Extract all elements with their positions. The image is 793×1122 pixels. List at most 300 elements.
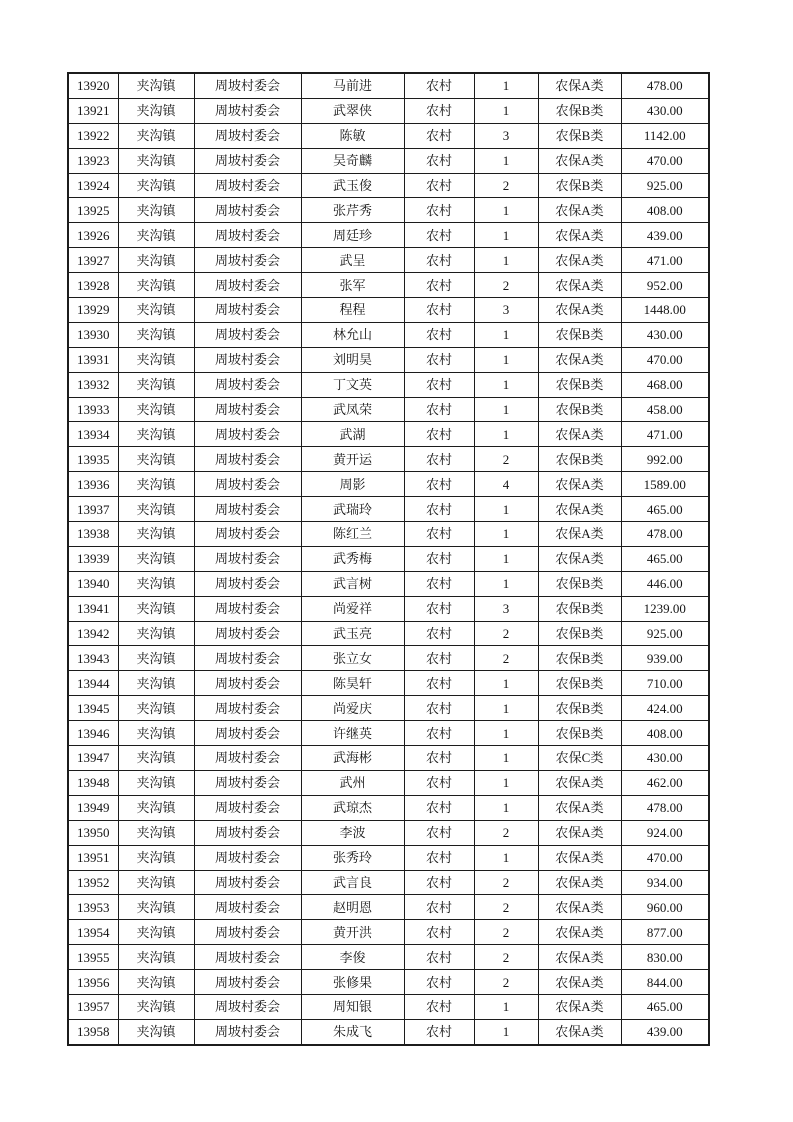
cell-village-committee: 周坡村委会 <box>194 770 301 795</box>
table-row <box>68 98 709 123</box>
cell-village-committee: 周坡村委会 <box>194 248 301 273</box>
cell-residence-category: 农村 <box>404 223 474 248</box>
cell-town: 夹沟镇 <box>118 173 194 198</box>
cell-person-name: 武琼杰 <box>301 795 404 820</box>
cell-town: 夹沟镇 <box>118 994 194 1019</box>
cell-serial-number: 13922 <box>68 123 118 148</box>
cell-headcount: 1 <box>474 522 538 547</box>
cell-insurance-type: 农保A类 <box>538 820 621 845</box>
cell-amount: 446.00 <box>621 571 709 596</box>
cell-village-committee: 周坡村委会 <box>194 322 301 347</box>
cell-headcount: 1 <box>474 148 538 173</box>
cell-headcount: 1 <box>474 497 538 522</box>
cell-insurance-type: 农保B类 <box>538 571 621 596</box>
cell-residence-category: 农村 <box>404 746 474 771</box>
cell-town: 夹沟镇 <box>118 895 194 920</box>
cell-town: 夹沟镇 <box>118 671 194 696</box>
cell-residence-category: 农村 <box>404 994 474 1019</box>
cell-insurance-type: 农保A类 <box>538 73 621 98</box>
cell-person-name: 黄开洪 <box>301 920 404 945</box>
cell-insurance-type: 农保A类 <box>538 472 621 497</box>
cell-insurance-type: 农保B类 <box>538 447 621 472</box>
cell-headcount: 1 <box>474 223 538 248</box>
cell-amount: 1142.00 <box>621 123 709 148</box>
cell-headcount: 3 <box>474 596 538 621</box>
cell-insurance-type: 农保B类 <box>538 98 621 123</box>
cell-person-name: 朱成飞 <box>301 1019 404 1044</box>
cell-town: 夹沟镇 <box>118 920 194 945</box>
table-row <box>68 148 709 173</box>
cell-insurance-type: 农保B类 <box>538 696 621 721</box>
cell-residence-category: 农村 <box>404 273 474 298</box>
cell-headcount: 2 <box>474 820 538 845</box>
cell-residence-category: 农村 <box>404 671 474 696</box>
table-row <box>68 646 709 671</box>
cell-residence-category: 农村 <box>404 472 474 497</box>
table-row <box>68 522 709 547</box>
cell-person-name: 武州 <box>301 770 404 795</box>
cell-serial-number: 13942 <box>68 621 118 646</box>
cell-town: 夹沟镇 <box>118 746 194 771</box>
cell-serial-number: 13921 <box>68 98 118 123</box>
cell-insurance-type: 农保B类 <box>538 397 621 422</box>
cell-serial-number: 13953 <box>68 895 118 920</box>
cell-residence-category: 农村 <box>404 820 474 845</box>
cell-insurance-type: 农保A类 <box>538 870 621 895</box>
cell-village-committee: 周坡村委会 <box>194 98 301 123</box>
cell-amount: 462.00 <box>621 770 709 795</box>
roster-table <box>67 72 710 1046</box>
cell-amount: 465.00 <box>621 497 709 522</box>
cell-amount: 471.00 <box>621 248 709 273</box>
cell-insurance-type: 农保A类 <box>538 422 621 447</box>
cell-serial-number: 13941 <box>68 596 118 621</box>
cell-headcount: 2 <box>474 621 538 646</box>
cell-amount: 1589.00 <box>621 472 709 497</box>
cell-person-name: 武湖 <box>301 422 404 447</box>
cell-insurance-type: 农保A类 <box>538 198 621 223</box>
cell-town: 夹沟镇 <box>118 372 194 397</box>
table-row <box>68 870 709 895</box>
cell-headcount: 1 <box>474 98 538 123</box>
cell-insurance-type: 农保A类 <box>538 347 621 372</box>
cell-amount: 844.00 <box>621 970 709 995</box>
cell-headcount: 1 <box>474 770 538 795</box>
cell-village-committee: 周坡村委会 <box>194 198 301 223</box>
cell-residence-category: 农村 <box>404 422 474 447</box>
cell-serial-number: 13931 <box>68 347 118 372</box>
table-row <box>68 671 709 696</box>
cell-serial-number: 13946 <box>68 721 118 746</box>
cell-residence-category: 农村 <box>404 98 474 123</box>
cell-person-name: 刘明昊 <box>301 347 404 372</box>
table-row <box>68 721 709 746</box>
cell-person-name: 武玉亮 <box>301 621 404 646</box>
cell-insurance-type: 农保A类 <box>538 845 621 870</box>
cell-serial-number: 13954 <box>68 920 118 945</box>
cell-village-committee: 周坡村委会 <box>194 671 301 696</box>
cell-person-name: 李波 <box>301 820 404 845</box>
cell-residence-category: 农村 <box>404 397 474 422</box>
table-row <box>68 347 709 372</box>
cell-town: 夹沟镇 <box>118 447 194 472</box>
table-row <box>68 372 709 397</box>
cell-headcount: 2 <box>474 447 538 472</box>
cell-town: 夹沟镇 <box>118 497 194 522</box>
cell-village-committee: 周坡村委会 <box>194 721 301 746</box>
cell-serial-number: 13926 <box>68 223 118 248</box>
table-row <box>68 795 709 820</box>
table-row <box>68 994 709 1019</box>
cell-person-name: 周影 <box>301 472 404 497</box>
cell-insurance-type: 农保A类 <box>538 148 621 173</box>
cell-amount: 430.00 <box>621 322 709 347</box>
cell-headcount: 2 <box>474 273 538 298</box>
cell-serial-number: 13929 <box>68 298 118 323</box>
cell-village-committee: 周坡村委会 <box>194 895 301 920</box>
cell-person-name: 武玉俊 <box>301 173 404 198</box>
cell-village-committee: 周坡村委会 <box>194 123 301 148</box>
cell-amount: 939.00 <box>621 646 709 671</box>
table-row <box>68 298 709 323</box>
cell-person-name: 张芹秀 <box>301 198 404 223</box>
cell-village-committee: 周坡村委会 <box>194 546 301 571</box>
cell-residence-category: 农村 <box>404 795 474 820</box>
table-row <box>68 945 709 970</box>
cell-insurance-type: 农保A类 <box>538 795 621 820</box>
cell-serial-number: 13938 <box>68 522 118 547</box>
cell-serial-number: 13949 <box>68 795 118 820</box>
cell-serial-number: 13925 <box>68 198 118 223</box>
cell-town: 夹沟镇 <box>118 273 194 298</box>
cell-residence-category: 农村 <box>404 173 474 198</box>
cell-person-name: 黄开运 <box>301 447 404 472</box>
cell-town: 夹沟镇 <box>118 1019 194 1044</box>
cell-person-name: 陈红兰 <box>301 522 404 547</box>
cell-amount: 934.00 <box>621 870 709 895</box>
cell-headcount: 2 <box>474 646 538 671</box>
cell-amount: 877.00 <box>621 920 709 945</box>
cell-amount: 952.00 <box>621 273 709 298</box>
cell-insurance-type: 农保A类 <box>538 298 621 323</box>
cell-person-name: 林允山 <box>301 322 404 347</box>
cell-person-name: 吴奇麟 <box>301 148 404 173</box>
cell-serial-number: 13948 <box>68 770 118 795</box>
cell-village-committee: 周坡村委会 <box>194 820 301 845</box>
cell-person-name: 武海彬 <box>301 746 404 771</box>
cell-village-committee: 周坡村委会 <box>194 696 301 721</box>
cell-person-name: 武呈 <box>301 248 404 273</box>
cell-headcount: 1 <box>474 845 538 870</box>
cell-insurance-type: 农保A类 <box>538 248 621 273</box>
cell-headcount: 2 <box>474 870 538 895</box>
cell-residence-category: 农村 <box>404 522 474 547</box>
cell-serial-number: 13957 <box>68 994 118 1019</box>
cell-village-committee: 周坡村委会 <box>194 994 301 1019</box>
cell-town: 夹沟镇 <box>118 945 194 970</box>
cell-insurance-type: 农保A类 <box>538 994 621 1019</box>
cell-amount: 465.00 <box>621 546 709 571</box>
cell-insurance-type: 农保A类 <box>538 970 621 995</box>
table-row <box>68 546 709 571</box>
cell-person-name: 程程 <box>301 298 404 323</box>
cell-headcount: 2 <box>474 173 538 198</box>
cell-residence-category: 农村 <box>404 322 474 347</box>
cell-town: 夹沟镇 <box>118 621 194 646</box>
cell-town: 夹沟镇 <box>118 820 194 845</box>
cell-insurance-type: 农保B类 <box>538 123 621 148</box>
cell-headcount: 2 <box>474 970 538 995</box>
cell-insurance-type: 农保B类 <box>538 173 621 198</box>
cell-serial-number: 13951 <box>68 845 118 870</box>
cell-person-name: 陈敏 <box>301 123 404 148</box>
cell-residence-category: 农村 <box>404 447 474 472</box>
table-row <box>68 123 709 148</box>
cell-residence-category: 农村 <box>404 596 474 621</box>
cell-amount: 424.00 <box>621 696 709 721</box>
cell-serial-number: 13920 <box>68 73 118 98</box>
cell-amount: 470.00 <box>621 845 709 870</box>
cell-serial-number: 13933 <box>68 397 118 422</box>
cell-serial-number: 13945 <box>68 696 118 721</box>
cell-person-name: 武凤荣 <box>301 397 404 422</box>
cell-headcount: 1 <box>474 248 538 273</box>
cell-residence-category: 农村 <box>404 571 474 596</box>
table-row <box>68 223 709 248</box>
cell-town: 夹沟镇 <box>118 148 194 173</box>
cell-residence-category: 农村 <box>404 646 474 671</box>
cell-village-committee: 周坡村委会 <box>194 73 301 98</box>
cell-residence-category: 农村 <box>404 770 474 795</box>
cell-residence-category: 农村 <box>404 895 474 920</box>
table-row <box>68 198 709 223</box>
cell-person-name: 尚爱祥 <box>301 596 404 621</box>
table-body <box>68 73 709 1045</box>
cell-serial-number: 13943 <box>68 646 118 671</box>
cell-headcount: 1 <box>474 994 538 1019</box>
cell-residence-category: 农村 <box>404 546 474 571</box>
cell-town: 夹沟镇 <box>118 123 194 148</box>
cell-serial-number: 13947 <box>68 746 118 771</box>
cell-insurance-type: 农保A类 <box>538 546 621 571</box>
cell-insurance-type: 农保A类 <box>538 273 621 298</box>
cell-headcount: 1 <box>474 347 538 372</box>
cell-town: 夹沟镇 <box>118 795 194 820</box>
cell-village-committee: 周坡村委会 <box>194 970 301 995</box>
cell-person-name: 武言树 <box>301 571 404 596</box>
cell-serial-number: 13939 <box>68 546 118 571</box>
cell-village-committee: 周坡村委会 <box>194 920 301 945</box>
table-row <box>68 746 709 771</box>
cell-amount: 960.00 <box>621 895 709 920</box>
cell-serial-number: 13928 <box>68 273 118 298</box>
cell-person-name: 武秀梅 <box>301 546 404 571</box>
cell-insurance-type: 农保A类 <box>538 223 621 248</box>
cell-headcount: 2 <box>474 920 538 945</box>
cell-amount: 458.00 <box>621 397 709 422</box>
cell-serial-number: 13936 <box>68 472 118 497</box>
cell-town: 夹沟镇 <box>118 646 194 671</box>
cell-amount: 1239.00 <box>621 596 709 621</box>
cell-insurance-type: 农保A类 <box>538 522 621 547</box>
table-row <box>68 173 709 198</box>
cell-town: 夹沟镇 <box>118 223 194 248</box>
cell-serial-number: 13923 <box>68 148 118 173</box>
cell-village-committee: 周坡村委会 <box>194 173 301 198</box>
cell-serial-number: 13956 <box>68 970 118 995</box>
table-row <box>68 472 709 497</box>
cell-amount: 468.00 <box>621 372 709 397</box>
cell-person-name: 张军 <box>301 273 404 298</box>
cell-village-committee: 周坡村委会 <box>194 397 301 422</box>
cell-insurance-type: 农保B类 <box>538 621 621 646</box>
cell-serial-number: 13950 <box>68 820 118 845</box>
cell-insurance-type: 农保B类 <box>538 671 621 696</box>
cell-amount: 924.00 <box>621 820 709 845</box>
cell-town: 夹沟镇 <box>118 322 194 347</box>
cell-headcount: 1 <box>474 546 538 571</box>
cell-town: 夹沟镇 <box>118 721 194 746</box>
cell-person-name: 武翠侠 <box>301 98 404 123</box>
cell-insurance-type: 农保B类 <box>538 596 621 621</box>
cell-amount: 478.00 <box>621 73 709 98</box>
table-sheet <box>67 72 710 1046</box>
cell-amount: 925.00 <box>621 621 709 646</box>
cell-amount: 430.00 <box>621 746 709 771</box>
cell-person-name: 张秀玲 <box>301 845 404 870</box>
cell-insurance-type: 农保B类 <box>538 372 621 397</box>
cell-amount: 408.00 <box>621 721 709 746</box>
cell-town: 夹沟镇 <box>118 546 194 571</box>
cell-village-committee: 周坡村委会 <box>194 522 301 547</box>
cell-village-committee: 周坡村委会 <box>194 347 301 372</box>
cell-serial-number: 13930 <box>68 322 118 347</box>
cell-town: 夹沟镇 <box>118 298 194 323</box>
cell-headcount: 1 <box>474 746 538 771</box>
cell-insurance-type: 农保A类 <box>538 1019 621 1044</box>
cell-headcount: 1 <box>474 571 538 596</box>
cell-amount: 710.00 <box>621 671 709 696</box>
table-row <box>68 73 709 98</box>
cell-serial-number: 13952 <box>68 870 118 895</box>
cell-amount: 439.00 <box>621 1019 709 1044</box>
cell-serial-number: 13944 <box>68 671 118 696</box>
cell-headcount: 3 <box>474 123 538 148</box>
cell-village-committee: 周坡村委会 <box>194 422 301 447</box>
cell-insurance-type: 农保A类 <box>538 920 621 945</box>
cell-insurance-type: 农保A类 <box>538 497 621 522</box>
table-row <box>68 322 709 347</box>
cell-town: 夹沟镇 <box>118 198 194 223</box>
cell-village-committee: 周坡村委会 <box>194 795 301 820</box>
cell-village-committee: 周坡村委会 <box>194 372 301 397</box>
cell-headcount: 1 <box>474 422 538 447</box>
cell-headcount: 1 <box>474 198 538 223</box>
cell-residence-category: 农村 <box>404 148 474 173</box>
cell-serial-number: 13937 <box>68 497 118 522</box>
table-row <box>68 497 709 522</box>
cell-village-committee: 周坡村委会 <box>194 1019 301 1044</box>
cell-person-name: 许继英 <box>301 721 404 746</box>
cell-village-committee: 周坡村委会 <box>194 621 301 646</box>
table-row <box>68 845 709 870</box>
cell-town: 夹沟镇 <box>118 596 194 621</box>
cell-person-name: 赵明恩 <box>301 895 404 920</box>
cell-amount: 470.00 <box>621 347 709 372</box>
cell-headcount: 1 <box>474 397 538 422</box>
cell-person-name: 武瑞玲 <box>301 497 404 522</box>
cell-town: 夹沟镇 <box>118 397 194 422</box>
cell-headcount: 3 <box>474 298 538 323</box>
cell-serial-number: 13958 <box>68 1019 118 1044</box>
cell-residence-category: 农村 <box>404 372 474 397</box>
cell-amount: 992.00 <box>621 447 709 472</box>
cell-amount: 471.00 <box>621 422 709 447</box>
cell-headcount: 1 <box>474 1019 538 1044</box>
cell-person-name: 周廷珍 <box>301 223 404 248</box>
cell-person-name: 周知银 <box>301 994 404 1019</box>
cell-person-name: 马前进 <box>301 73 404 98</box>
cell-insurance-type: 农保A类 <box>538 895 621 920</box>
cell-amount: 465.00 <box>621 994 709 1019</box>
table-row <box>68 248 709 273</box>
table-row <box>68 422 709 447</box>
cell-headcount: 2 <box>474 945 538 970</box>
cell-village-committee: 周坡村委会 <box>194 298 301 323</box>
cell-insurance-type: 农保A类 <box>538 770 621 795</box>
cell-person-name: 张修果 <box>301 970 404 995</box>
cell-amount: 430.00 <box>621 98 709 123</box>
cell-headcount: 1 <box>474 671 538 696</box>
table-row <box>68 696 709 721</box>
cell-headcount: 1 <box>474 73 538 98</box>
cell-amount: 478.00 <box>621 795 709 820</box>
cell-person-name: 丁文英 <box>301 372 404 397</box>
cell-residence-category: 农村 <box>404 73 474 98</box>
cell-town: 夹沟镇 <box>118 347 194 372</box>
cell-town: 夹沟镇 <box>118 248 194 273</box>
cell-town: 夹沟镇 <box>118 422 194 447</box>
table-row <box>68 273 709 298</box>
cell-residence-category: 农村 <box>404 248 474 273</box>
cell-serial-number: 13932 <box>68 372 118 397</box>
cell-residence-category: 农村 <box>404 123 474 148</box>
table-row <box>68 920 709 945</box>
cell-insurance-type: 农保B类 <box>538 721 621 746</box>
cell-insurance-type: 农保A类 <box>538 945 621 970</box>
cell-village-committee: 周坡村委会 <box>194 148 301 173</box>
cell-person-name: 李俊 <box>301 945 404 970</box>
cell-town: 夹沟镇 <box>118 696 194 721</box>
table-row <box>68 571 709 596</box>
cell-village-committee: 周坡村委会 <box>194 273 301 298</box>
cell-residence-category: 农村 <box>404 198 474 223</box>
cell-town: 夹沟镇 <box>118 522 194 547</box>
cell-village-committee: 周坡村委会 <box>194 447 301 472</box>
table-row <box>68 820 709 845</box>
cell-town: 夹沟镇 <box>118 845 194 870</box>
cell-residence-category: 农村 <box>404 870 474 895</box>
table-row <box>68 770 709 795</box>
cell-amount: 1448.00 <box>621 298 709 323</box>
cell-headcount: 1 <box>474 721 538 746</box>
cell-headcount: 1 <box>474 372 538 397</box>
cell-headcount: 1 <box>474 795 538 820</box>
cell-village-committee: 周坡村委会 <box>194 945 301 970</box>
cell-residence-category: 农村 <box>404 298 474 323</box>
cell-headcount: 1 <box>474 696 538 721</box>
cell-residence-category: 农村 <box>404 621 474 646</box>
